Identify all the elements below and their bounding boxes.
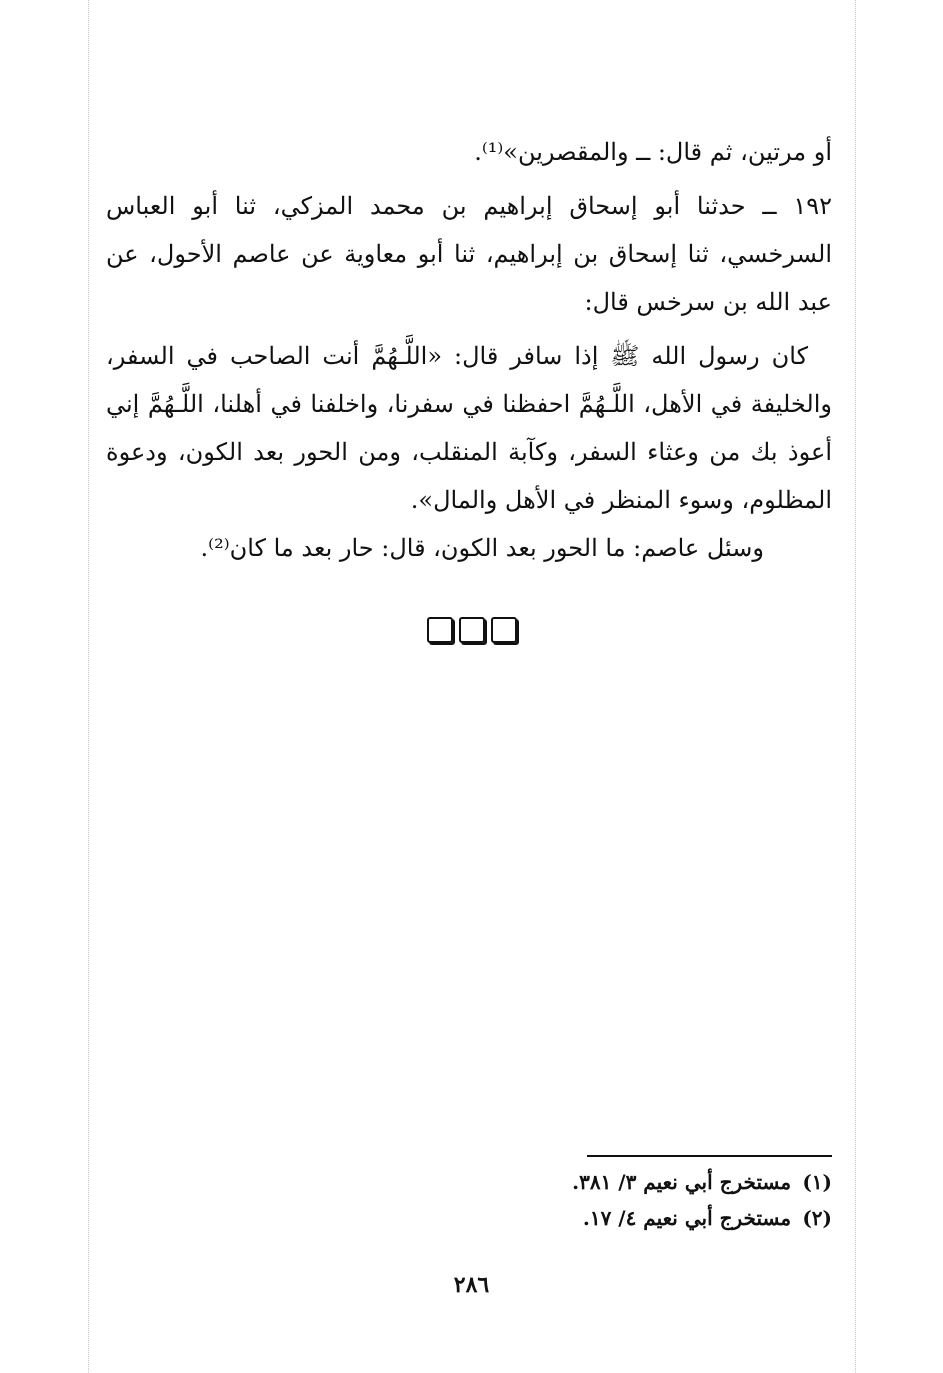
footnote-rule [587,1155,832,1157]
hadith-note-line: وسئل عاصم: ما الحور بعد الكون، قال: حار بعد ما كان⁽²⁾. [200,534,764,562]
footnote-1 [432,1164,832,1200]
separator-box-icon [427,617,453,643]
margin-guide-left [88,0,89,1373]
separator-box-icon [459,617,485,643]
separator-box-icon [491,617,517,643]
footnotes [432,1164,832,1236]
hadith-text-line-1: كان رسول الله ﷺ إذا سافر قال: «اللَّـهُمَّ أنت الصاحب في السفر، [106,342,808,370]
footnote-number: (٢) [802,1206,832,1230]
page-number: ٢٨٦ [453,1272,490,1298]
footnote-number: (١) [802,1170,832,1194]
hadith-192-line-1: ١٩٢ ــ حدثنا أبو إسحاق إبراهيم بن محمد المزكي، ثنا أبو العباس [106,192,832,220]
footnote-2 [432,1200,832,1236]
text-line-1: أو مرتين، ثم قال: ــ والمقصرين»⁽¹⁾. [474,138,832,166]
margin-guide-right [855,0,856,1373]
footnote-text: مستخرج أبي نعيم ٣/ ٣٨١. [572,1170,792,1194]
hadith-192-line-2: السرخسي، ثنا إسحاق بن إبراهيم، ثنا أبو معاوية عن عاصم الأحول، عن [106,240,832,268]
hadith-text-line-3: أعوذ بك من وعثاء السفر، وكآبة المنقلب، ومن الحور بعد الكون، ودعوة [106,438,832,466]
footnote-text: مستخرج أبي نعيم ٤/ ١٧. [582,1206,792,1230]
section-separator [0,617,943,643]
hadith-192-line-3: عبد الله بن سرخس قال: [584,288,832,316]
page-body [106,128,832,572]
hadith-text-line-4: المظلوم، وسوء المنظر في الأهل والمال». [410,486,832,514]
hadith-text-line-2: والخليفة في الأهل، اللَّـهُمَّ احفظنا في سفرنا، واخلفنا في أهلنا، اللَّـهُمَّ إني [106,390,832,418]
